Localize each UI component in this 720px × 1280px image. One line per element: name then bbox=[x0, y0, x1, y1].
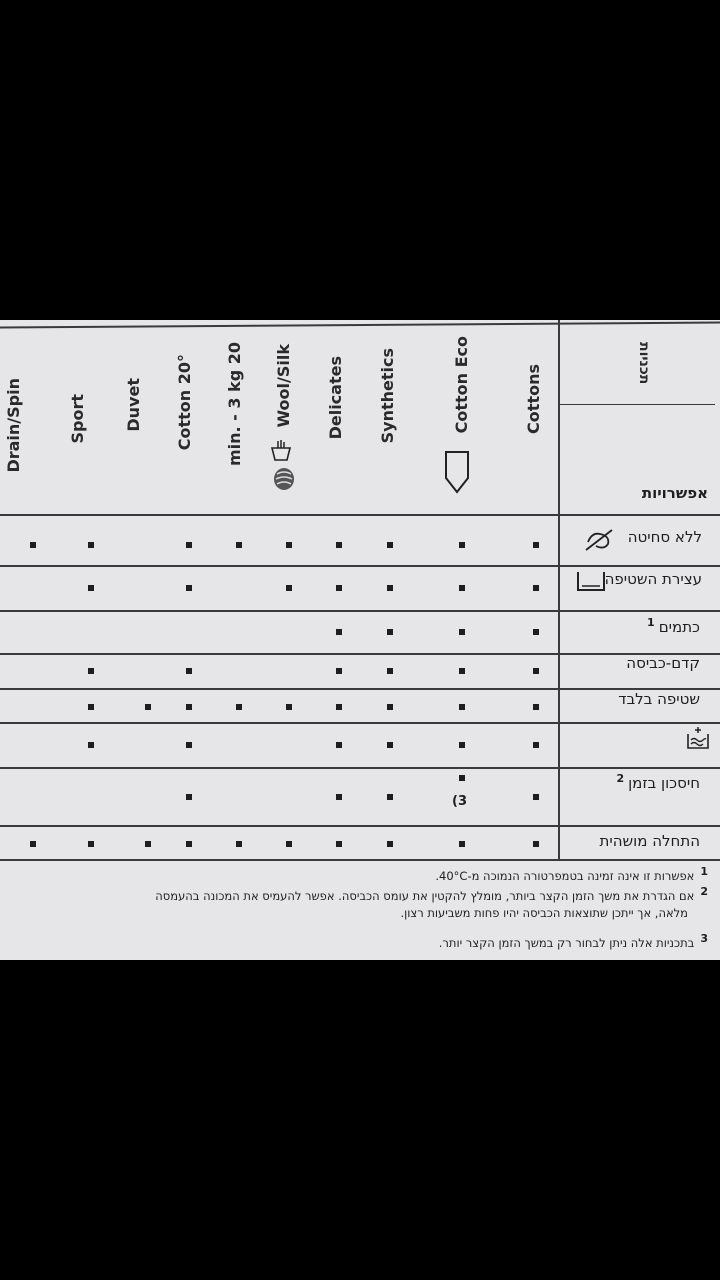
cell-footnote-ref: (3 bbox=[452, 794, 467, 809]
option-available-mark bbox=[286, 841, 292, 847]
option-available-mark bbox=[236, 542, 242, 548]
rinse-hold-icon bbox=[576, 570, 606, 592]
option-available-mark bbox=[533, 742, 539, 748]
option-available-mark bbox=[459, 629, 465, 635]
column-divider bbox=[558, 320, 560, 859]
option-row-text: קדם-כביסה bbox=[626, 654, 700, 672]
footnote-text: בתכניות אלה ניתן לבחור רק במשך הזמן הקצר יותר. bbox=[438, 935, 695, 950]
option-available-mark bbox=[88, 668, 94, 674]
option-available-mark bbox=[186, 585, 192, 591]
extra-rinse-icon bbox=[686, 726, 710, 750]
footnote-text: מלאה, אך ייתכן שתוצאות הכביסה יהיו פחות משביעות רצון. bbox=[400, 906, 688, 920]
program-header-synthetics: Synthetics bbox=[378, 348, 397, 444]
option-available-mark bbox=[336, 742, 342, 748]
option-available-mark bbox=[186, 704, 192, 710]
hand-wash-icon bbox=[270, 438, 292, 462]
option-row-label bbox=[626, 654, 700, 672]
footnote-ref: 2 bbox=[616, 772, 625, 785]
row-divider bbox=[0, 565, 720, 567]
option-row-label bbox=[618, 690, 700, 708]
option-available-mark bbox=[286, 585, 292, 591]
row-divider bbox=[0, 767, 720, 769]
option-available-mark bbox=[533, 542, 539, 548]
option-available-mark bbox=[186, 742, 192, 748]
option-available-mark bbox=[459, 841, 465, 847]
option-available-mark bbox=[336, 668, 342, 674]
footnote-line bbox=[439, 932, 708, 950]
option-row-text: חיסכון בזמן bbox=[628, 774, 700, 792]
program-header-cotton-eco: Cotton Eco bbox=[452, 336, 471, 434]
program-header-cotton20: Cotton 20° bbox=[175, 354, 194, 451]
option-available-mark bbox=[533, 629, 539, 635]
option-available-mark bbox=[145, 704, 151, 710]
option-available-mark bbox=[186, 794, 192, 800]
option-available-mark bbox=[336, 629, 342, 635]
option-available-mark bbox=[88, 841, 94, 847]
options-header: אפשרויות bbox=[641, 484, 708, 502]
program-header-wool-silk: Wool/Silk bbox=[274, 344, 293, 428]
option-row-text: ללא סחיטה bbox=[627, 528, 702, 546]
option-available-mark bbox=[336, 794, 342, 800]
option-row-label bbox=[616, 772, 700, 792]
footnote-number: 2 bbox=[700, 885, 708, 898]
program-header-duvet: Duvet bbox=[124, 378, 143, 432]
option-available-mark bbox=[533, 794, 539, 800]
option-available-mark bbox=[387, 542, 393, 548]
row-divider bbox=[0, 653, 720, 655]
row-divider bbox=[0, 722, 720, 724]
option-row-text: עצירת השטיפה bbox=[604, 570, 702, 588]
row-divider bbox=[0, 859, 720, 861]
option-available-mark bbox=[459, 668, 465, 674]
option-available-mark bbox=[387, 629, 393, 635]
option-available-mark bbox=[459, 742, 465, 748]
option-available-mark bbox=[286, 542, 292, 548]
option-available-mark bbox=[145, 841, 151, 847]
footnote-text: אפשרות זו אינה זמינה בטמפרטורה הנמוכה מ-40°C. bbox=[435, 868, 695, 883]
option-available-mark bbox=[88, 704, 94, 710]
program-header-cottons: Cottons bbox=[524, 364, 543, 434]
option-available-mark bbox=[387, 668, 393, 674]
option-row-label bbox=[647, 616, 700, 636]
option-available-mark bbox=[88, 742, 94, 748]
row-divider bbox=[0, 514, 720, 516]
option-available-mark bbox=[336, 704, 342, 710]
wool-icon bbox=[272, 466, 296, 492]
program-header-delicates: Delicates bbox=[326, 356, 345, 440]
footnote-text: אם הגדרת את משך הזמן הקצר ביותר, מומלץ להקטין את עומס הכביסה. אפשר להעמיס את המכונה בהעמסה bbox=[155, 888, 695, 903]
row-divider bbox=[0, 688, 720, 690]
option-available-mark bbox=[387, 585, 393, 591]
option-available-mark bbox=[533, 668, 539, 674]
footnote-number: 1 bbox=[700, 865, 708, 878]
option-available-mark bbox=[459, 585, 465, 591]
option-available-mark bbox=[533, 585, 539, 591]
option-available-mark bbox=[30, 841, 36, 847]
option-available-mark bbox=[336, 542, 342, 548]
option-row-label bbox=[628, 528, 702, 546]
footnote-number: 3 bbox=[700, 932, 708, 945]
option-available-mark bbox=[459, 775, 465, 781]
footnote-line bbox=[435, 865, 708, 883]
option-available-mark bbox=[88, 542, 94, 548]
program-header-min20: min. - 3 kg 20 bbox=[225, 342, 244, 467]
option-available-mark bbox=[336, 585, 342, 591]
option-row-label bbox=[605, 570, 702, 588]
option-available-mark bbox=[387, 841, 393, 847]
option-available-mark bbox=[459, 704, 465, 710]
option-available-mark bbox=[533, 841, 539, 847]
option-available-mark bbox=[387, 704, 393, 710]
program-header-drain-spin: Drain/Spin bbox=[4, 378, 23, 473]
option-row-text: כתמים bbox=[658, 618, 700, 636]
program-header-sport: Sport bbox=[68, 394, 87, 444]
option-available-mark bbox=[186, 841, 192, 847]
programs-header-line bbox=[560, 404, 715, 405]
option-row-text: שטיפה בלבד bbox=[618, 690, 700, 708]
footnote-line bbox=[400, 906, 688, 920]
option-row-text: התחלה מושהית bbox=[599, 832, 700, 850]
option-available-mark bbox=[459, 542, 465, 548]
option-available-mark bbox=[30, 542, 36, 548]
option-available-mark bbox=[88, 585, 94, 591]
option-row-label bbox=[600, 832, 700, 850]
no-spin-icon bbox=[584, 528, 614, 552]
option-available-mark bbox=[387, 742, 393, 748]
row-divider bbox=[0, 610, 720, 612]
eco-program-icon bbox=[444, 450, 470, 494]
footnote-ref: 1 bbox=[647, 616, 655, 629]
row-divider bbox=[0, 825, 720, 827]
table-top-border bbox=[0, 321, 720, 328]
option-available-mark bbox=[336, 841, 342, 847]
option-available-mark bbox=[387, 794, 393, 800]
programs-header: תכניות bbox=[636, 342, 652, 385]
option-available-mark bbox=[186, 542, 192, 548]
options-table-sheet bbox=[0, 320, 720, 960]
option-available-mark bbox=[186, 668, 192, 674]
option-available-mark bbox=[236, 704, 242, 710]
footnote-line bbox=[155, 885, 708, 903]
option-available-mark bbox=[533, 704, 539, 710]
option-available-mark bbox=[236, 841, 242, 847]
option-available-mark bbox=[286, 704, 292, 710]
